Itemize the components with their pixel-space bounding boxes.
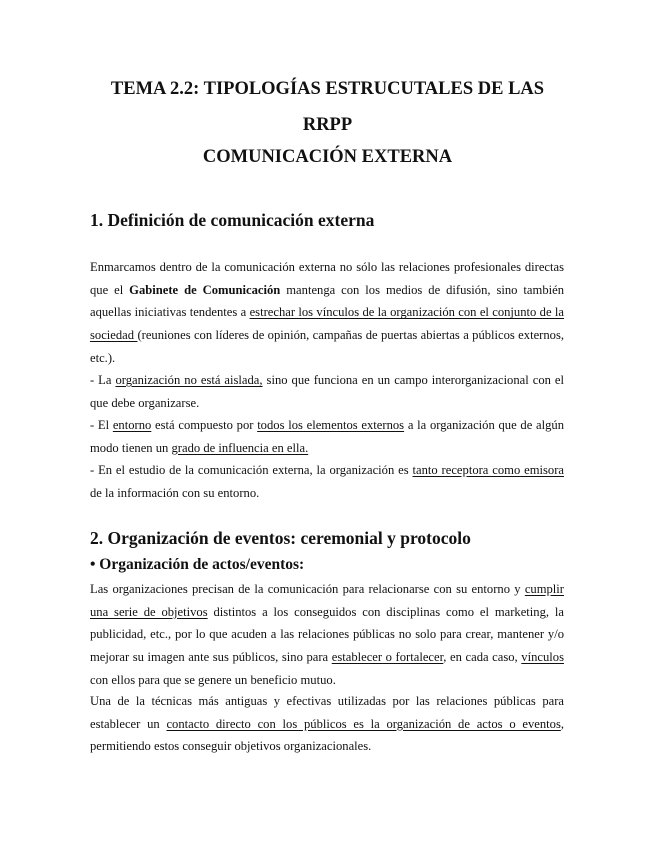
underlined-phrase: tanto receptora como emisora [412,463,564,477]
section-1-bullet-3 [90,459,564,504]
text-run: - El [90,418,113,432]
underlined-phrase: vínculos [521,650,564,665]
text-run: con ellos para que se genere un beneficio mutuo. [90,672,336,687]
document-title-line-3: COMUNICACIÓN EXTERNA [202,147,453,167]
text-run: , permitiendo estos conseguir objetivos organizacionales. [90,716,565,754]
section-1-bullet-2 [90,414,564,459]
text-run: , en cada caso, [443,650,522,665]
underlined-phrase: establecer o fortalecer [331,650,444,665]
text-run: mantenga con los medios de difusión, sino también aquellas iniciativas tendentes a [90,282,564,320]
text-run: de la información con su entorno. [90,485,260,500]
underlined-phrase: estrechar los vínculos de la organización con el conjunto de la sociedad [90,305,565,343]
text-run: distintos a los conseguidos con disciplinas como el marketing, la publicidad, etc., por lo que acuden a las relaciones públicas no solo para crear, mantener y/o mejorar su imagen ante sus públicos, sino para [90,604,564,665]
section-1-bullet-1 [90,369,564,414]
text-run: - La [90,373,116,387]
underlined-phrase: cumplir una serie de objetivos [90,582,564,619]
underlined-phrase: todos los elementos externos [257,418,405,432]
text-run: (reuniones con líderes de opinión, campañas de puertas abiertas a públicos externos, etc.). [90,328,564,365]
text-run: Una de la técnicas más antiguas y efectivas utilizadas por las relaciones públicas para establecer un [90,694,564,731]
underlined-phrase: contacto directo con los públicos es la organización de actos o eventos [166,716,561,731]
document-title-line-2: RRPP [302,115,353,135]
text-run: Enmarcamos dentro de la comunicación externa no sólo las relaciones profesionales directas que el [90,260,564,297]
text-run: Las organizaciones precisan de la comunicación para relacionarse con su entorno y [90,582,525,596]
underlined-phrase: organización no está aislada, [115,373,263,387]
section-2-paragraph-1 [90,578,564,692]
section-1-paragraph-1 [90,256,564,370]
section-2-subheading: • Organización de actos/eventos: [90,556,305,573]
text-run: - En el estudio de la comunicación externa, la organización es [90,463,413,477]
section-2-paragraph-2 [90,690,564,758]
text-run: sino que funciona en un campo interorganizacional con el que debe organizarse. [90,373,564,410]
text-run: está compuesto por [151,418,258,432]
section-1-heading: 1. Definición de comunicación externa [90,210,375,230]
underlined-phrase: grado de influencia en ella. [171,440,309,455]
underlined-phrase: entorno [112,418,152,432]
text-run: a la organización que de algún modo tienen un [90,418,565,455]
bold-term: Gabinete de Comunicación [129,282,281,297]
section-2-heading: 2. Organización de eventos: ceremonial y protocolo [90,528,471,548]
document-title-line-1: TEMA 2.2: TIPOLOGÍAS ESTRUCUTALES DE LAS [110,79,545,99]
